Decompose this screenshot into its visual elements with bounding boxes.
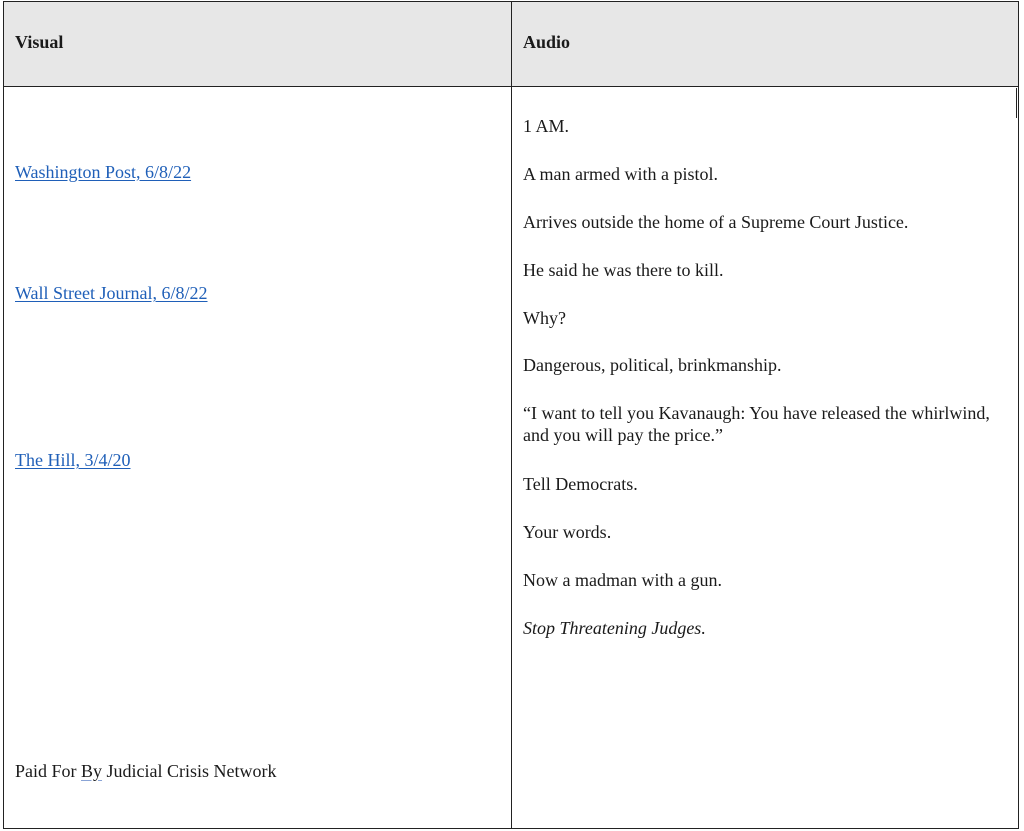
visual-column-header: Visual [15,32,64,52]
column-divider [511,2,512,828]
wall-street-journal-link[interactable]: Wall Street Journal, 6/8/22 [15,283,208,303]
audio-line: He said he was there to kill. [523,260,724,280]
the-hill-link[interactable]: The Hill, 3/4/20 [15,450,131,470]
audio-line: Your words. [523,522,612,542]
script-table [3,1,1019,829]
paid-for-by-word: By [81,761,103,781]
audio-line: A man armed with a pistol. [523,164,718,184]
audio-line: Why? [523,308,566,328]
paid-for-disclaimer [15,761,277,782]
audio-quote: “I want to tell you Kavanaugh: You have released the whirlwind, and you will pay the price.” [523,403,990,445]
paid-for-prefix: Paid For [15,761,82,781]
washington-post-link[interactable]: Washington Post, 6/8/22 [15,162,192,182]
audio-column-header: Audio [523,32,571,52]
audio-tagline: Stop Threatening Judges. [523,618,706,638]
audio-line: Arrives outside the home of a Supreme Court Justice. [523,212,909,232]
audio-line: Now a madman with a gun. [523,570,722,590]
paid-for-suffix: Judicial Crisis Network [102,761,277,781]
audio-line: Dangerous, political, brinkmanship. [523,355,782,375]
audio-line: 1 AM. [523,116,570,136]
audio-line: Tell Democrats. [523,474,638,494]
text-cursor-mark [1016,88,1017,118]
